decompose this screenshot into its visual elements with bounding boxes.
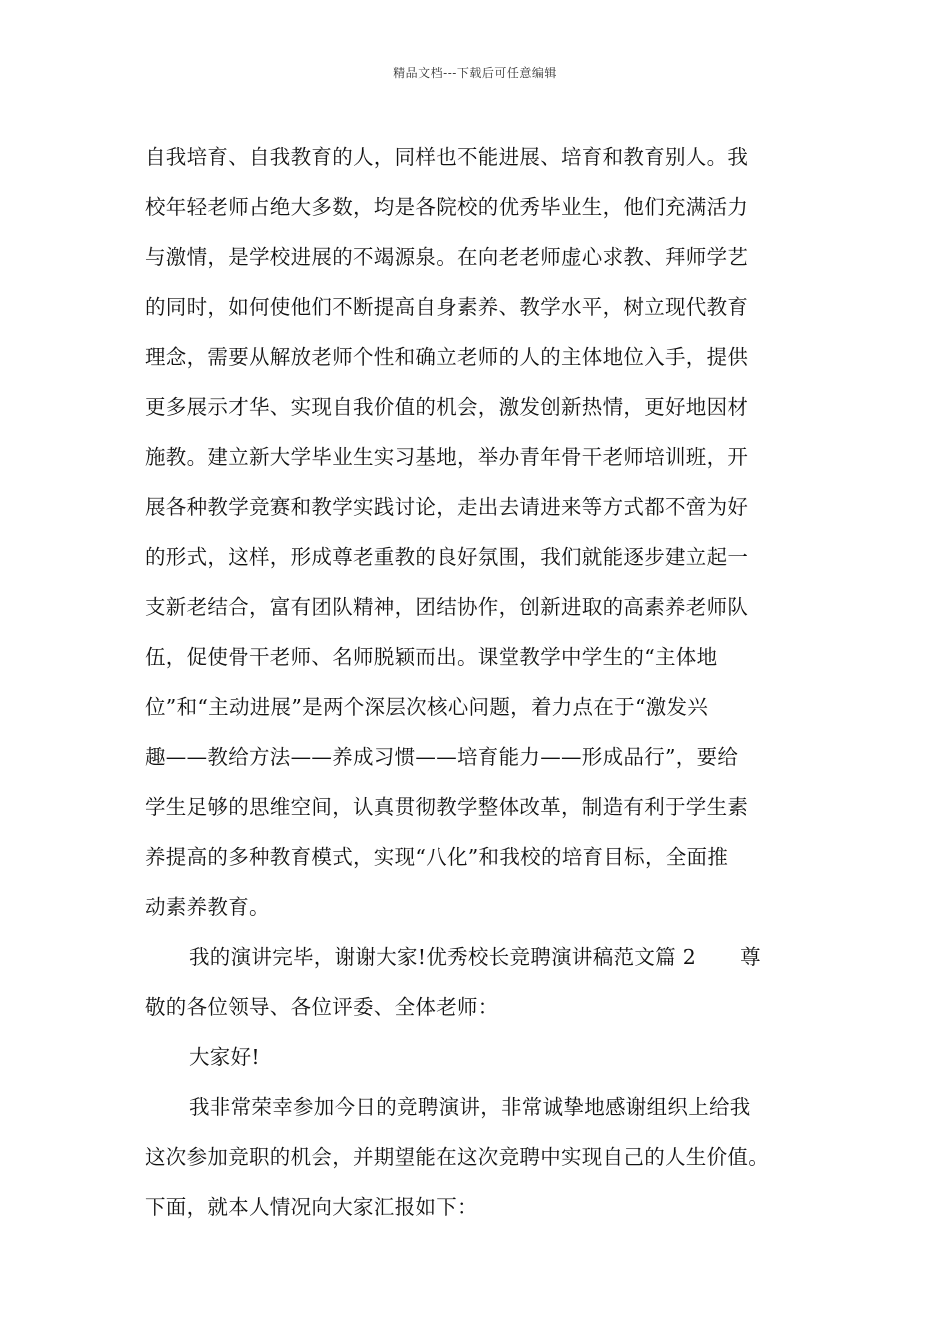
text-line: 施教。建立新大学毕业生实习基地，举办青年骨干老师培训班，开 — [145, 445, 749, 469]
text-segment: 尊 — [740, 945, 761, 969]
text-line: 与激情，是学校进展的不竭源泉。在向老老师虚心求教、拜师学艺 — [145, 245, 749, 269]
paragraph-2 — [145, 932, 825, 1032]
text-line: 下面，就本人情况向大家汇报如下： — [145, 1195, 478, 1219]
text-line: 趣——教给方法——养成习惯——培育能力——形成品行”，要给 — [145, 745, 739, 769]
text-line: 我非常荣幸参加今日的竞聘演讲，非常诚挚地感谢组织上给我 — [189, 1095, 751, 1119]
text-line: 动素养教育。 — [145, 895, 270, 919]
text-line: 养提高的多种教育模式，实现“八化”和我校的培育目标，全面推 — [145, 845, 729, 869]
paragraph-1 — [145, 132, 825, 932]
text-line: 支新老结合，富有团队精神，团结协作，创新进取的高素养老师队 — [145, 595, 749, 619]
text-line: 自我培育、自我教育的人，同样也不能进展、培育和教育别人。我 — [145, 145, 749, 169]
paragraph-4 — [145, 1082, 825, 1232]
paragraph-3 — [145, 1032, 825, 1082]
text-segment: 我的演讲完毕，谢谢大家!优秀校长竞聘演讲稿范文篇 2 — [189, 945, 697, 969]
text-line: 更多展示才华、实现自我价值的机会，激发创新热情，更好地因材 — [145, 395, 749, 419]
text-line: 学生足够的思维空间，认真贯彻教学整体改革，制造有利于学生素 — [145, 795, 749, 819]
text-line: 的形式，这样，形成尊老重教的良好氛围，我们就能逐步建立起一 — [145, 545, 749, 569]
text-line: 校年轻老师占绝大多数，均是各院校的优秀毕业生，他们充满活力 — [145, 195, 749, 219]
document-body — [145, 132, 825, 1232]
text-line: 位”和“主动进展”是两个深层次核心问题，着力点在于“激发兴 — [145, 695, 709, 719]
text-line: 理念，需要从解放老师个性和确立老师的人的主体地位入手，提供 — [145, 345, 749, 369]
text-line: 伍，促使骨干老师、名师脱颖而出。课堂教学中学生的“主体地 — [145, 645, 718, 669]
text-line: 敬的各位领导、各位评委、全体老师： — [145, 995, 499, 1019]
text-line: 大家好! — [189, 1045, 260, 1069]
text-line: 的同时，如何使他们不断提高自身素养、教学水平，树立现代教育 — [145, 295, 749, 319]
page-header: 精品文档---下载后可任意编辑 — [393, 66, 557, 80]
text-line: 这次参加竞职的机会，并期望能在这次竞聘中实现自己的人生价值。 — [145, 1145, 769, 1169]
text-line — [145, 932, 825, 982]
text-line: 展各种教学竞赛和教学实践讨论，走出去请进来等方式都不啻为好 — [145, 495, 749, 519]
